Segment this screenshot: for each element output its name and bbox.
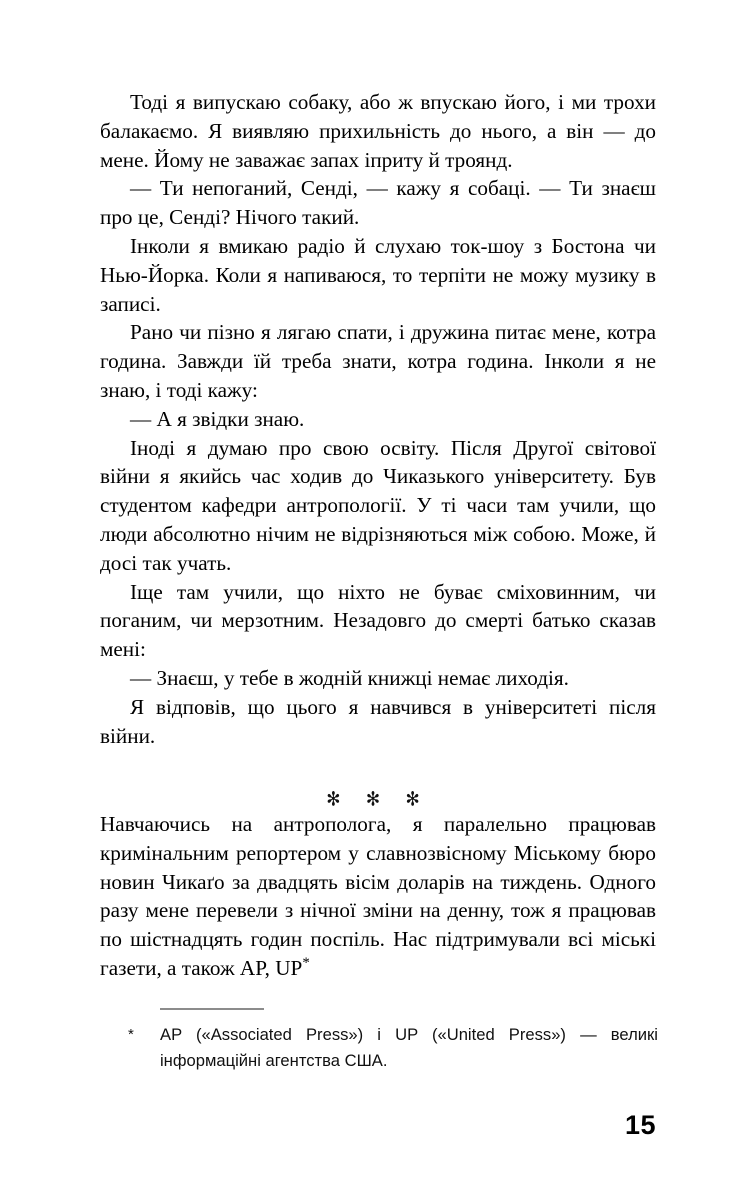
paragraph-dialogue: — А я звідки знаю. <box>130 406 305 431</box>
paragraph: Іще там учили, що ніхто не буває сміховинним, чи поганим, чи мерзотним. Незадовго до смерті батько сказав мені: <box>100 579 656 662</box>
paragraph-with-footnote-ref <box>100 810 656 983</box>
asterism-icon: ✻ ✻ ✻ <box>326 788 430 812</box>
paragraph-text: Навчаючись на антрополога, я паралельно працював кримінальним репортером у славнозвісному Міському бюро новин Чикаґо за двадцять вісім доларів на тиждень. Одного разу мене перевели з нічної зміни на денну, тож я працював по шістнадцять годин поспіль. Нас підтримували всі міські газети, а також AP, UP <box>100 812 656 980</box>
body-text-section-one <box>100 88 656 812</box>
paragraph: Тоді я випускаю собаку, або ж впускаю його, і ми трохи балакаємо. Я виявляю прихильність до нього, а він — до мене. Йому не заважає запах іприту й троянд. <box>100 90 656 172</box>
paragraph: Інколи я вмикаю радіо й слухаю ток-шоу з Бостона чи Нью-Йорка. Коли я напиваюся, то терпіти не можу музику в записі. <box>100 233 656 316</box>
paragraph: Іноді я думаю про свою освіту. Після Другої світової війни я якийсь час ходив до Чиказького університету. Був студентом кафедри антропології. У ті часи там учили, що люди абсолютно нічим не відрізняються між собою. Може, й досі так учать. <box>100 435 656 575</box>
section-divider <box>100 788 656 812</box>
footnote-reference-marker[interactable]: * <box>302 954 310 971</box>
body-text-section-two <box>100 810 656 983</box>
footnote-body <box>128 1008 658 1074</box>
footnote-marker: * <box>128 1026 134 1043</box>
page-number: 15 <box>624 1110 656 1140</box>
footnote <box>128 1008 658 1074</box>
paragraph-dialogue: — Ти непоганий, Сенді, — кажу я собаці. — Ти знаєш про це, Сенді? Нічого такий. <box>100 176 656 230</box>
footnote-text: AP («Associated Press») і UP («United Press») — великі інформаційні агентства США. <box>160 1025 658 1070</box>
paragraph: Я відповів, що цього я навчився в університеті після війни. <box>100 694 656 748</box>
paragraph: Рано чи пізно я лягаю спати, і дружина питає мене, котра година. Завжди їй треба знати, котра година. Інколи я не знаю, і тоді кажу: <box>100 320 656 402</box>
paragraph-dialogue: — Знаєш, у тебе в жодній книжці немає лиходія. <box>130 665 569 690</box>
